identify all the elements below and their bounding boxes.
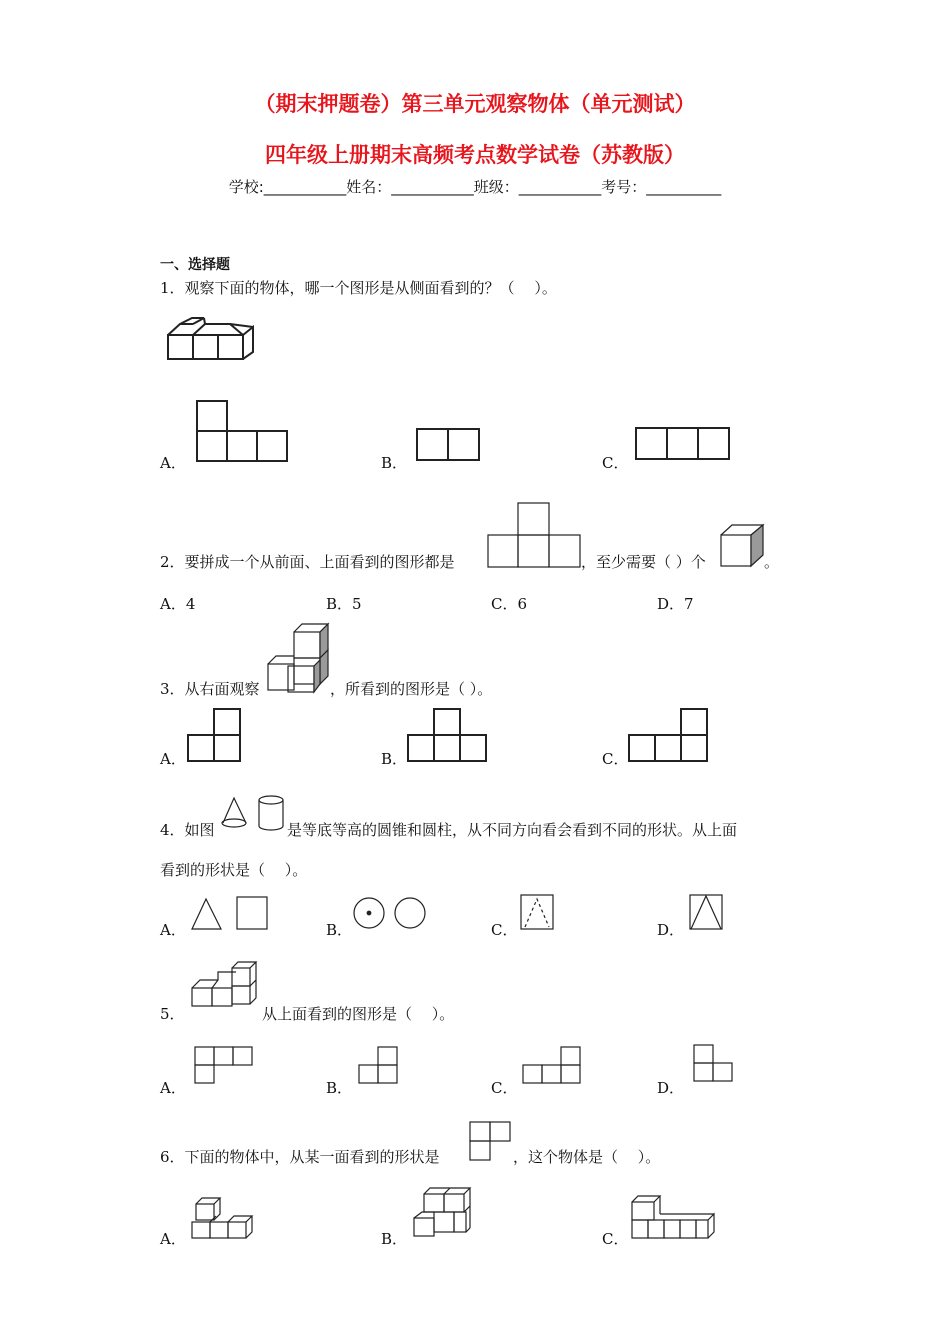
title-line-2: 四年级上册期末高频考点数学试卷（苏教版） — [265, 143, 685, 167]
q2-front-top-figure — [487, 502, 581, 568]
q5-option-b-figure — [358, 1046, 400, 1086]
q5-option-c[interactable]: C． — [491, 1079, 518, 1097]
q6-option-c[interactable]: C． — [602, 1230, 629, 1248]
q4-option-d[interactable]: D． — [657, 921, 685, 939]
question-2-text-before: 2．要拼成一个从前面、上面看到的图形都是 — [160, 553, 455, 571]
q4-option-d-figure — [688, 893, 726, 933]
q3-option-a-figure — [187, 708, 243, 764]
q1-option-c[interactable]: C． — [602, 454, 629, 472]
q5-cube-solid — [188, 958, 264, 1010]
question-2-text-mid: ，至少需要（ ）个 — [581, 553, 706, 571]
student-info-line: 学校:___________姓名：___________班级：___________考号：__________ — [228, 178, 722, 196]
question-6-text-after: ，这个物体是（ ）。 — [513, 1148, 661, 1166]
question-2-text-after: 。 — [764, 553, 780, 571]
question-3-text-after: ，所看到的图形是（ ）。 — [330, 680, 493, 698]
question-6-text-before: 6．下面的物体中，从某一面看到的形状是 — [160, 1148, 440, 1166]
question-1-text: 1．观察下面的物体，哪一个图形是从侧面看到的？（ ）。 — [160, 279, 557, 297]
q5-option-d[interactable]: D． — [657, 1079, 685, 1097]
q5-option-d-figure — [693, 1044, 735, 1084]
q4-option-c[interactable]: C． — [491, 921, 518, 939]
title-line-1: （期末押题卷）第三单元观察物体（单元测试） — [254, 92, 696, 116]
question-5-text-after: 从上面看到的图形是（ ）。 — [262, 1005, 455, 1023]
q1-option-c-figure — [635, 427, 730, 460]
q3-option-a[interactable]: A． — [160, 750, 186, 768]
q4-option-b[interactable]: B． — [326, 921, 353, 939]
q6-view-figure — [468, 1120, 514, 1162]
q4-option-a[interactable]: A． — [160, 921, 186, 939]
q1-option-a-figure — [196, 400, 290, 464]
q1-option-a[interactable]: A． — [160, 454, 186, 472]
question-5-text-before: 5． — [160, 1005, 185, 1023]
q6-option-a[interactable]: A． — [160, 1230, 186, 1248]
question-4-text-after: 是等底等高的圆锥和圆柱，从不同方向看会看到不同的形状。从上面 — [287, 821, 738, 839]
q1-option-b-figure — [416, 428, 480, 462]
q4-option-a-figure — [190, 895, 270, 933]
q2-option-d[interactable]: D．7 — [657, 595, 694, 613]
question-4-text-line2: 看到的形状是（ ）。 — [160, 861, 308, 879]
q3-cube-stack — [266, 622, 332, 694]
q4-cone-cylinder — [219, 795, 287, 835]
question-4-text-before: 4．如图 — [160, 821, 215, 839]
q5-option-a-figure — [194, 1046, 254, 1086]
q2-option-c[interactable]: C．6 — [491, 595, 528, 613]
q3-option-b[interactable]: B． — [381, 750, 408, 768]
q5-option-c-figure — [522, 1046, 582, 1086]
q3-option-c-figure — [628, 708, 710, 764]
section-heading: 一、选择题 — [160, 257, 230, 273]
q6-option-a-figure — [190, 1192, 264, 1242]
q4-option-b-figure — [351, 895, 431, 933]
q3-option-c[interactable]: C． — [602, 750, 629, 768]
q6-option-b-figure — [412, 1184, 476, 1242]
q6-option-b[interactable]: B． — [381, 1230, 408, 1248]
q2-option-b[interactable]: B．5 — [326, 595, 362, 613]
q5-option-a[interactable]: A． — [160, 1079, 186, 1097]
question-3-text-before: 3．从右面观察 — [160, 680, 260, 698]
q2-option-a[interactable]: A．4 — [160, 595, 196, 613]
q5-option-b[interactable]: B． — [326, 1079, 353, 1097]
q4-option-c-figure — [519, 893, 557, 933]
q1-option-b[interactable]: B． — [381, 454, 408, 472]
q6-option-c-figure — [630, 1194, 718, 1242]
q2-cube-icon — [720, 524, 766, 568]
q1-cube-solid — [166, 316, 258, 362]
q3-option-b-figure — [407, 708, 489, 764]
